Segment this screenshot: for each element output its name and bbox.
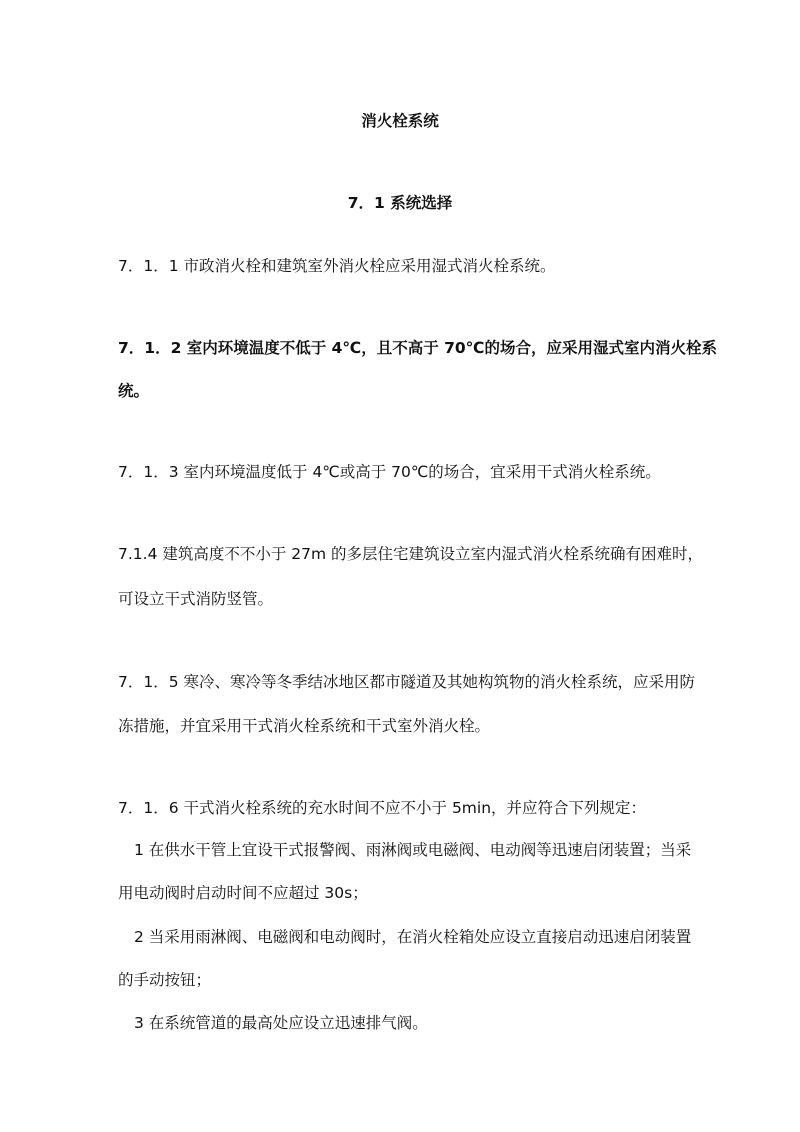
clause-7-1-6-intro: 7．1．6 干式消火栓系统的充水时间不应不小于 5min，并应符合下列规定： [118, 799, 647, 817]
clause-7-1-2-line2: 统。 [118, 382, 150, 400]
clause-7-1-6-item1-line2: 用电动阀时启动时间不应超过 30s； [118, 884, 368, 902]
clause-7-1-1: 7．1．1 市政消火栓和建筑室外消火栓应采用湿式消火栓系统。 [118, 257, 556, 275]
clause-7-1-5-line2: 冻措施，并宜采用干式消火栓系统和干式室外消火栓。 [118, 717, 491, 735]
clause-7-1-4-line2: 可设立干式消防竖管。 [118, 590, 274, 608]
clause-7-1-6-item3: 3 在系统管道的最高处应设立迅速排气阀。 [134, 1014, 428, 1032]
clause-7-1-3: 7．1．3 室内环境温度低于 4℃或高于 70℃的场合，宜采用干式消火栓系统。 [118, 463, 661, 481]
clause-7-1-6-item2-line1: 2 当采用雨淋阀、电磁阀和电动阀时，在消火栓箱处应设立直接启动迅速启闭装置 [134, 928, 692, 946]
clause-7-1-6-item2-line2: 的手动按钮； [118, 971, 212, 989]
clause-7-1-6-item1-line1: 1 在供水干管上宜设干式报警阀、雨淋阀或电磁阀、电动阀等迅速启闭装置；当采 [134, 841, 692, 859]
clause-7-1-5-line1: 7．1．5 寒冷、寒冷等冬季结冰地区都市隧道及其她构筑物的消火栓系统，应采用防 [118, 673, 696, 691]
document-title: 消火栓系统 [361, 112, 439, 130]
section-heading: 7．1 系统选择 [347, 194, 453, 212]
clause-7-1-4-line1: 7.1.4 建筑高度不不小于 27m 的多层住宅建筑设立室内湿式消火栓系统确有困难时， [118, 545, 704, 563]
clause-7-1-2-line1: 7．1．2 室内环境温度不低于 4℃，且不高于 70℃的场合，应采用湿式室内消火栓系 [118, 339, 717, 357]
